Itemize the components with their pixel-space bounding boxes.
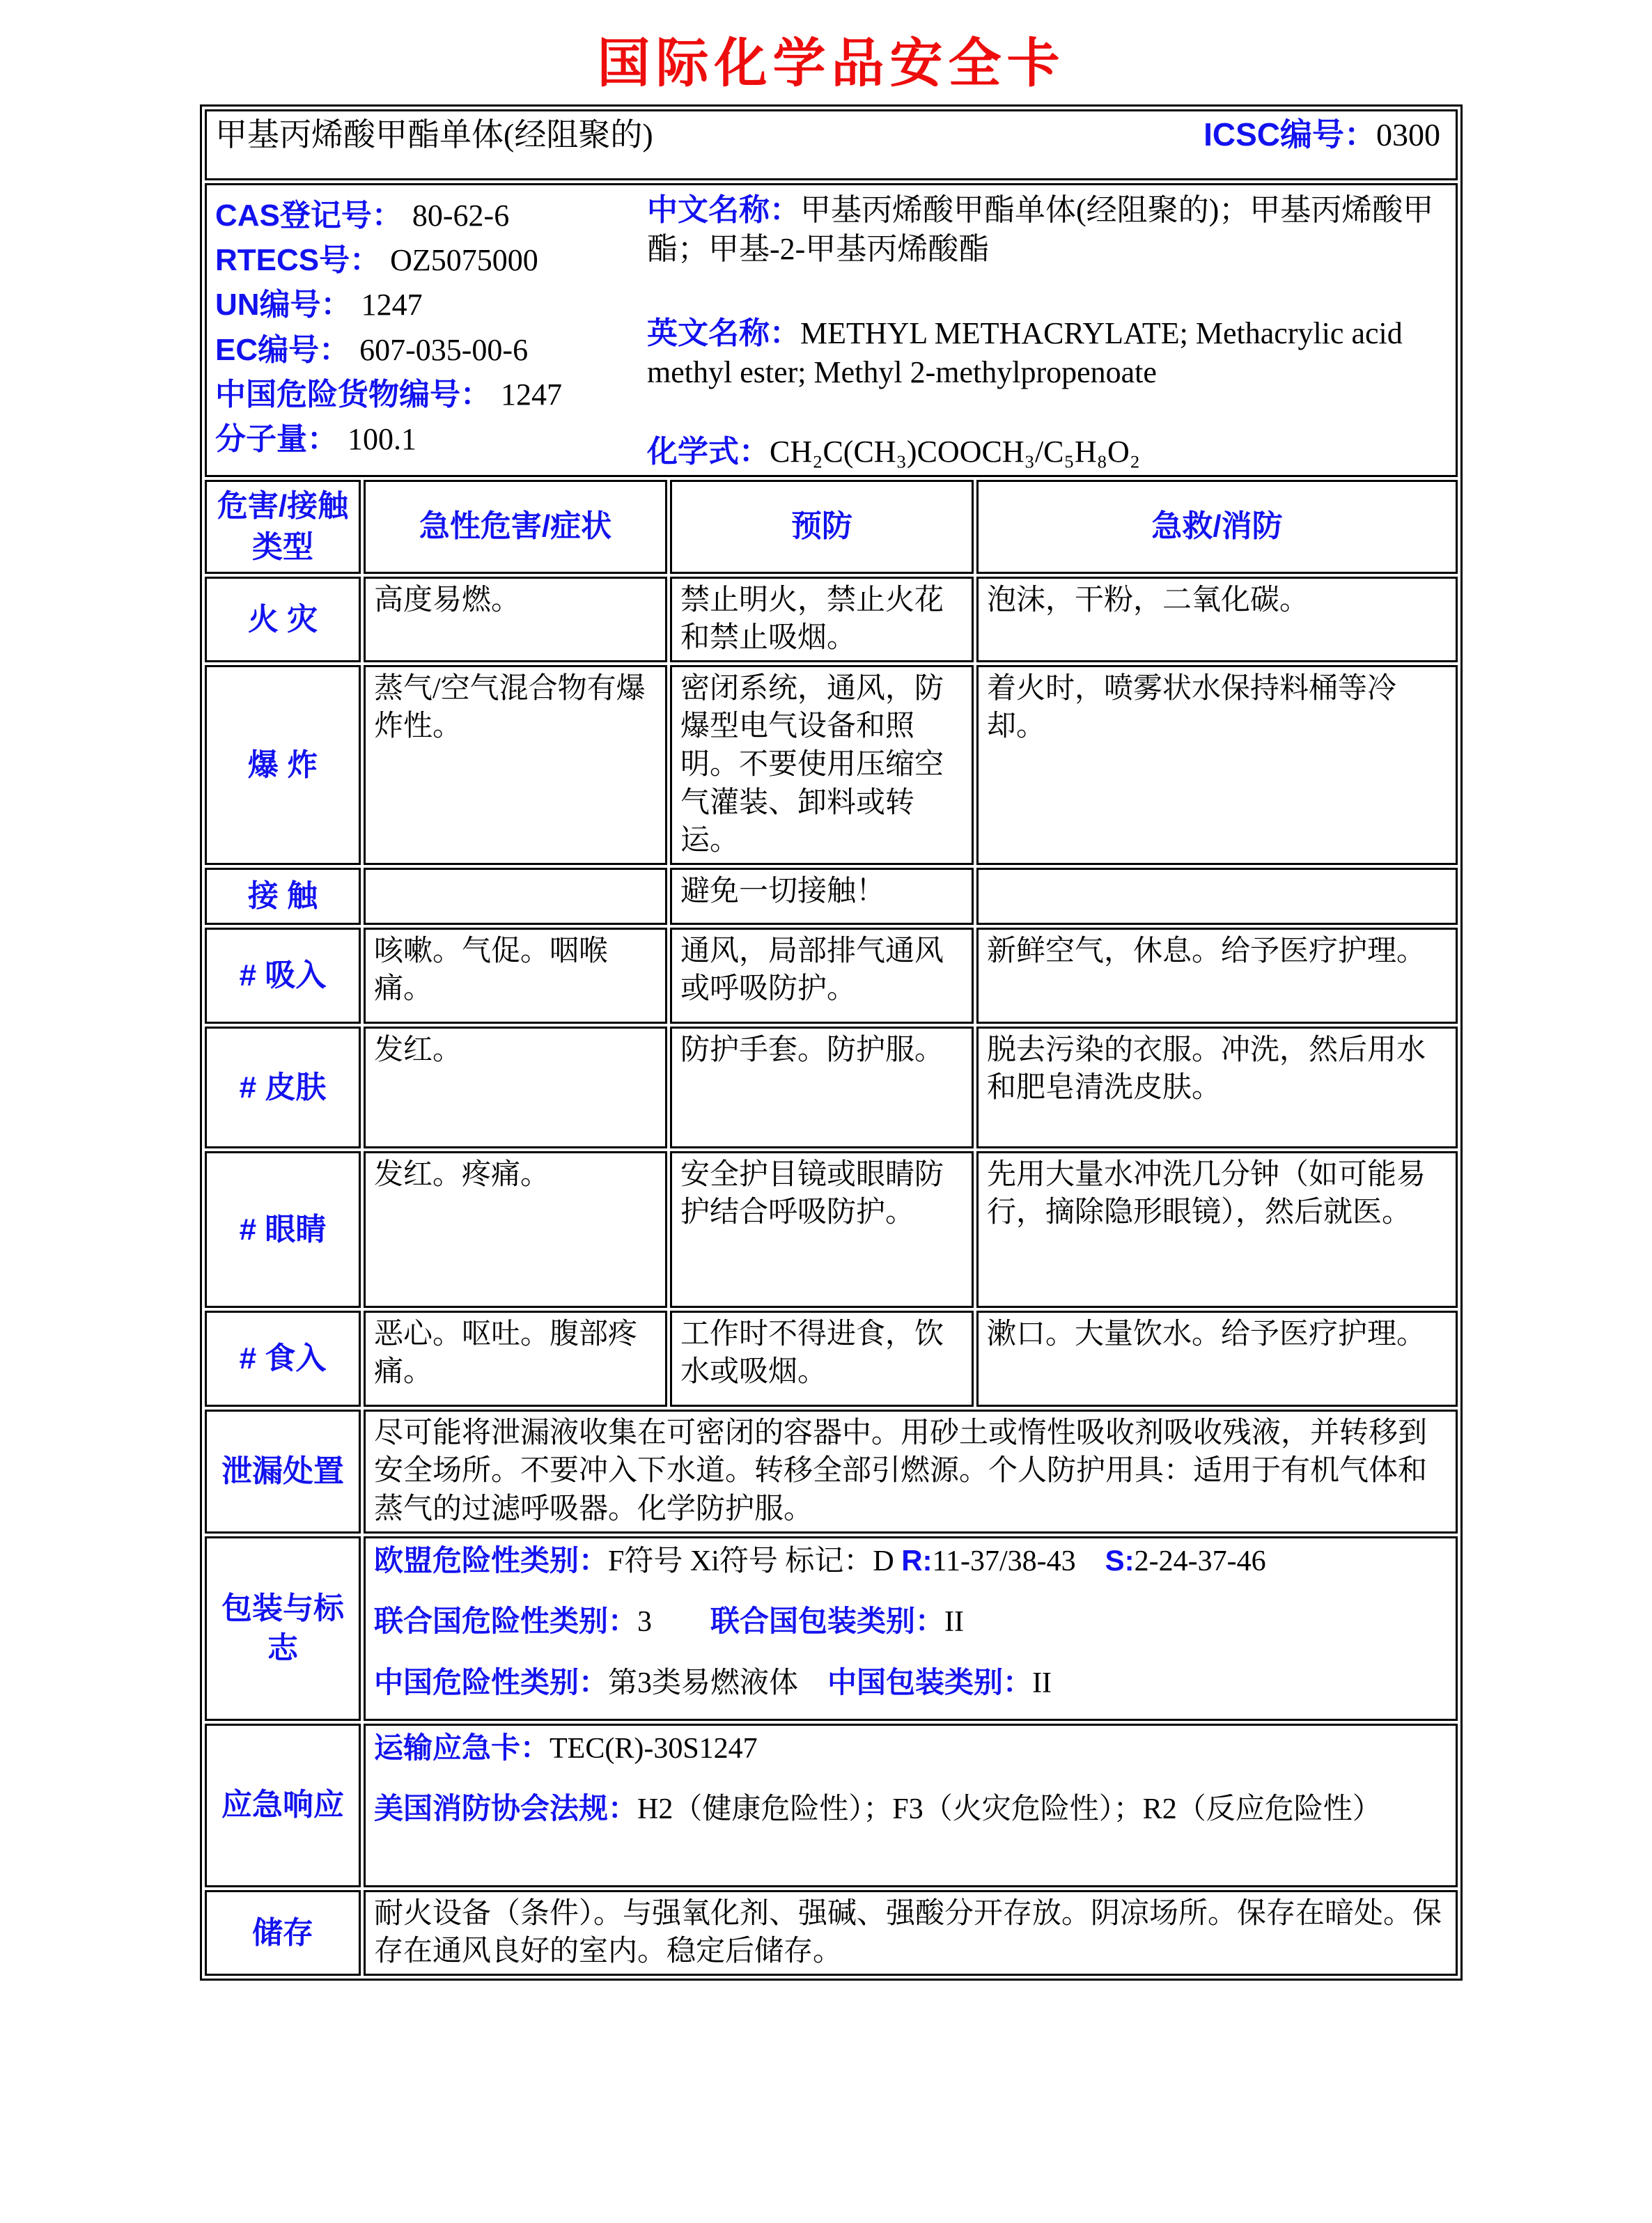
emergency-tec-line: 运输应急卡：TEC(R)-30S1247 xyxy=(374,1731,758,1765)
packaging-un-line: 联合国危险性类别：3 联合国包装类别：II xyxy=(374,1605,965,1639)
hazard-row-explosion xyxy=(205,665,1458,865)
identifier-ec: EC编号： 607-035-00-6 xyxy=(215,332,529,367)
substance-name: 甲基丙烯酸甲酯单体(经阻聚的) xyxy=(215,117,653,153)
name-block xyxy=(647,188,1447,472)
packaging-china-line: 中国危险性类别：第3类易燃液体 中国包装类别：II xyxy=(374,1665,1052,1699)
hazard-row-label: # 眼睛 xyxy=(205,1151,361,1308)
hazard-header-aid: 急救/消防 xyxy=(976,480,1458,574)
english-name: 英文名称：METHYL METHACRYLATE; Methacrylic acid methyl ester; Methyl 2-methylpropenoate xyxy=(647,315,1403,389)
hazard-symptoms: 咳嗽。气促。咽喉痛。 xyxy=(364,928,667,1024)
hazard-row-label: 爆 炸 xyxy=(205,665,361,865)
hazard-aid: 脱去污染的衣服。冲洗，然后用水和肥皂清洗皮肤。 xyxy=(976,1027,1458,1148)
section-label-storage: 储存 xyxy=(205,1890,361,1976)
hazard-prevention: 通风，局部排气通风或呼吸防护。 xyxy=(670,928,974,1024)
hazard-row-label: # 吸入 xyxy=(205,928,361,1024)
hazard-row-eyes xyxy=(205,1151,1458,1308)
hazard-aid: 先用大量水冲洗几分钟（如可能易行，摘除隐形眼镜），然后就医。 xyxy=(976,1151,1458,1308)
section-label-packaging: 包装与标志 xyxy=(205,1536,361,1721)
identifier-china-dg: 中国危险货物编号： 1247 xyxy=(215,377,562,412)
chinese-name: 中文名称：甲基丙烯酸甲酯单体(经阻聚的)；甲基丙烯酸甲酯；甲基-2-甲基丙烯酸酯 xyxy=(647,193,1434,267)
hazard-header-prevention: 预防 xyxy=(670,480,974,574)
section-row-emergency xyxy=(205,1724,1458,1887)
icsc-value: 0300 xyxy=(1376,117,1440,153)
card-header-row xyxy=(205,109,1458,180)
identifier-list xyxy=(215,188,647,472)
identifier-mol-weight: 分子量： 100.1 xyxy=(215,421,416,456)
hazard-aid: 泡沫，干粉，二氧化碳。 xyxy=(976,577,1458,662)
safety-card xyxy=(200,104,1463,1981)
hazard-prevention: 避免一切接触！ xyxy=(670,868,974,925)
hazard-symptoms: 蒸气/空气混合物有爆炸性。 xyxy=(364,665,667,865)
icsc-number xyxy=(1203,114,1447,156)
icsc-label: ICSC编号： xyxy=(1203,116,1376,153)
identification-cell xyxy=(205,183,1458,477)
section-content-emergency xyxy=(364,1724,1458,1887)
hazard-prevention: 禁止明火，禁止火花和禁止吸烟。 xyxy=(670,577,974,662)
safety-card-table xyxy=(200,104,1463,1981)
hazard-header-symptoms: 急性危害/症状 xyxy=(364,480,667,574)
section-label-spill: 泄漏处置 xyxy=(205,1410,361,1534)
section-row-storage xyxy=(205,1890,1458,1976)
hazard-row-fire xyxy=(205,577,1458,662)
hazard-row-inhalation xyxy=(205,928,1458,1024)
hazard-symptoms: 高度易燃。 xyxy=(364,577,667,662)
section-label-emergency: 应急响应 xyxy=(205,1724,361,1887)
hazard-aid xyxy=(976,868,1458,925)
hazard-symptoms: 发红。疼痛。 xyxy=(364,1151,667,1308)
hazard-aid: 漱口。大量饮水。给予医疗护理。 xyxy=(976,1311,1458,1407)
hazard-row-skin xyxy=(205,1027,1458,1148)
hazard-row-ingestion xyxy=(205,1311,1458,1407)
hazard-symptoms: 发红。 xyxy=(364,1027,667,1148)
identifier-un: UN编号： 1247 xyxy=(215,288,423,322)
hazard-header-type: 危害/接触类型 xyxy=(205,480,361,574)
card-header-cell xyxy=(205,109,1458,180)
hazard-symptoms xyxy=(364,868,667,925)
hazard-header-row xyxy=(205,480,1458,574)
identifier-rtecs: RTECS号： OZ5075000 xyxy=(215,243,538,278)
hazard-row-label: 接 触 xyxy=(205,868,361,925)
section-content-storage: 耐火设备（条件）。与强氧化剂、强碱、强酸分开存放。阴凉场所。保存在暗处。保存在通风良好的室内。稳定后储存。 xyxy=(364,1890,1458,1976)
hazard-row-exposure xyxy=(205,868,1458,925)
identifier-cas: CAS登记号： 80-62-6 xyxy=(215,198,510,233)
emergency-nfpa-line: 美国消防协会法规：H2（健康危险性）；F3（火灾危险性）；R2（反应危险性） xyxy=(374,1792,1382,1826)
identification-row xyxy=(205,183,1458,477)
packaging-eu-line: 欧盟危险性类别：F符号 Xi符号 标记：D R:11-37/38-43 S:2-24-37-46 xyxy=(374,1543,1266,1577)
hazard-row-label: 火 灾 xyxy=(205,577,361,662)
hazard-symptoms: 恶心。呕吐。腹部疼痛。 xyxy=(364,1311,667,1407)
hazard-prevention: 密闭系统，通风，防爆型电气设备和照明。不要使用压缩空气灌装、卸料或转运。 xyxy=(670,665,974,865)
hazard-prevention: 工作时不得进食，饮水或吸烟。 xyxy=(670,1311,974,1407)
section-content-spill: 尽可能将泄漏液收集在可密闭的容器中。用砂土或惰性吸收剂吸收残液，并转移到安全场所。不要冲入下水道。转移全部引燃源。个人防护用具：适用于有机气体和蒸气的过滤呼吸器。化学防护服。 xyxy=(364,1410,1458,1534)
page-title: 国际化学品安全卡 xyxy=(597,35,1066,93)
hazard-row-label: # 食入 xyxy=(205,1311,361,1407)
section-row-spill xyxy=(205,1410,1458,1534)
section-row-packaging xyxy=(205,1536,1458,1721)
hazard-prevention: 安全护目镜或眼睛防护结合呼吸防护。 xyxy=(670,1151,974,1308)
hazard-row-label: # 皮肤 xyxy=(205,1027,361,1148)
section-content-packaging xyxy=(364,1536,1458,1721)
hazard-aid: 着火时，喷雾状水保持料桶等冷却。 xyxy=(976,665,1458,865)
hazard-aid: 新鲜空气，休息。给予医疗护理。 xyxy=(976,928,1458,1024)
chemical-formula: 化学式：CH₂C(CH₃)COOCH₃/C₅H₈O₂ xyxy=(647,435,1141,469)
hazard-prevention: 防护手套。防护服。 xyxy=(670,1027,974,1148)
